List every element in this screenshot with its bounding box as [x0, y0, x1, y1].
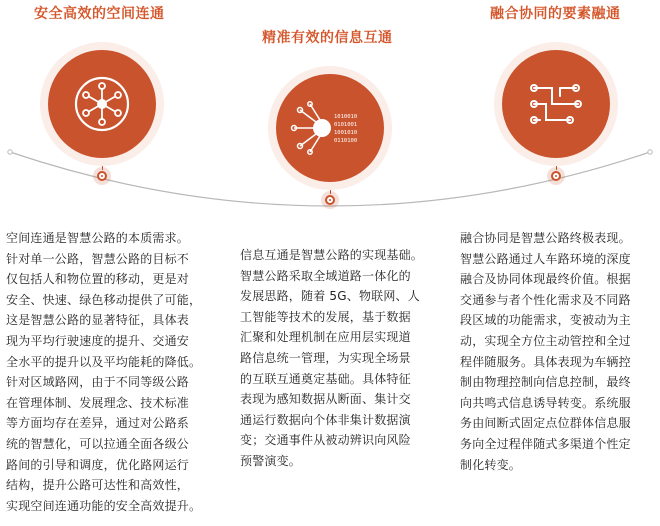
text-line: 动，实现全方位主动管控和全过: [460, 333, 631, 348]
text-line: 务向全过程伴随式多渠道个性定: [460, 436, 631, 451]
text-line: 针对单一公路，智慧公路的目标不: [6, 251, 190, 266]
text-line: 程伴随服务。具体表现为车辆控: [460, 354, 631, 369]
column-1-title: 安全高效的空间连通: [34, 6, 165, 22]
text-line: 交通参与者个性化需求及不同路: [460, 292, 631, 307]
arc-left-endpoint: [8, 150, 12, 154]
column-1-circle: [40, 42, 164, 166]
text-line: 安全、快速、绿色移动提供了可能，: [6, 292, 202, 307]
text-line: 这是智慧公路的显著特征，具体表: [6, 313, 190, 328]
text-line: 通运行数据向个体非集计数据演: [240, 412, 411, 427]
text-line: 空间连通是智慧公路的本质需求。: [6, 231, 190, 245]
text-line: 全水平的提升以及平均能耗的降低。: [6, 354, 202, 369]
text-line: 表现为感知数据从断面、集计交: [240, 392, 411, 407]
text-line: 等方面均存在差异，通过对公路系: [6, 416, 190, 431]
svg-text:1010010: 1010010: [334, 114, 358, 120]
column-3-title: 融合协同的要素融通: [490, 6, 621, 22]
column-2-text: [240, 245, 438, 472]
text-line: 结构，提升公路可达性和高效性，: [6, 478, 190, 493]
column-3-circle: [494, 42, 618, 166]
text-line: 现为平均行驶速度的提升、交通安: [6, 333, 190, 348]
text-line: 变；交通事件从被动辨识向风险: [240, 433, 411, 448]
text-line: 统的智慧化，可以拉通全面各级公: [6, 436, 190, 451]
text-line: 向共鸣式信息诱导转变。系统服: [460, 395, 631, 410]
text-line: 实现空间连通功能的安全高效提升。: [6, 498, 202, 513]
column-1-text: [6, 228, 218, 516]
column-2-marker: [325, 195, 335, 205]
text-line: 段区域的功能需求，变被动为主: [460, 313, 631, 328]
svg-text:0101001: 0101001: [334, 122, 358, 128]
text-line: 务由间断式固定点位群体信息服: [460, 416, 631, 431]
text-line: 融合协同是智慧公路终极表现。: [460, 231, 631, 245]
text-line: 发展思路，随着 5G、物联网、人: [240, 289, 420, 304]
text-line: 工智能等技术的发展，基于数据: [240, 309, 411, 324]
text-line: 智慧公路采取全域道路一体化的: [240, 268, 411, 283]
text-line: 制由物理控制向信息控制，最终: [460, 375, 631, 390]
svg-text:0110100: 0110100: [334, 138, 358, 144]
binary-data-network-icon: [290, 98, 370, 158]
column-2-title: 精准有效的信息互通: [262, 30, 393, 46]
network-hub-icon: [70, 72, 134, 136]
text-line: 仅包括人和物位置的移动，更是对: [6, 272, 190, 287]
text-line: 路间的引导和调度，优化路网运行: [6, 457, 190, 472]
text-line: 的互联互通奠定基础。具体特征: [240, 371, 411, 386]
text-line: 汇聚和处理机制在应用层实现道: [240, 330, 411, 345]
text-line: 智慧公路通过人车路环境的深度: [460, 251, 631, 266]
text-line: 制化转变。: [460, 457, 522, 472]
circuit-flow-icon: [526, 74, 586, 134]
text-line: 信息互通是智慧公路的实现基础。: [240, 248, 424, 262]
column-2-circle: [268, 66, 392, 190]
svg-text:1001010: 1001010: [334, 130, 358, 136]
arc-right-endpoint: [648, 150, 652, 154]
text-line: 在管理体制、发展理念、技术标准: [6, 395, 190, 410]
column-3-text: [460, 228, 656, 475]
text-line: 路信息统一管理，为实现全场景: [240, 350, 411, 365]
column-3-marker: [551, 171, 561, 181]
column-1-marker: [97, 171, 107, 181]
text-line: 针对区域路网，由于不同等级公路: [6, 375, 190, 390]
text-line: 预警演变。: [240, 453, 302, 468]
text-line: 融合及协同体现最终价值。根据: [460, 272, 631, 287]
